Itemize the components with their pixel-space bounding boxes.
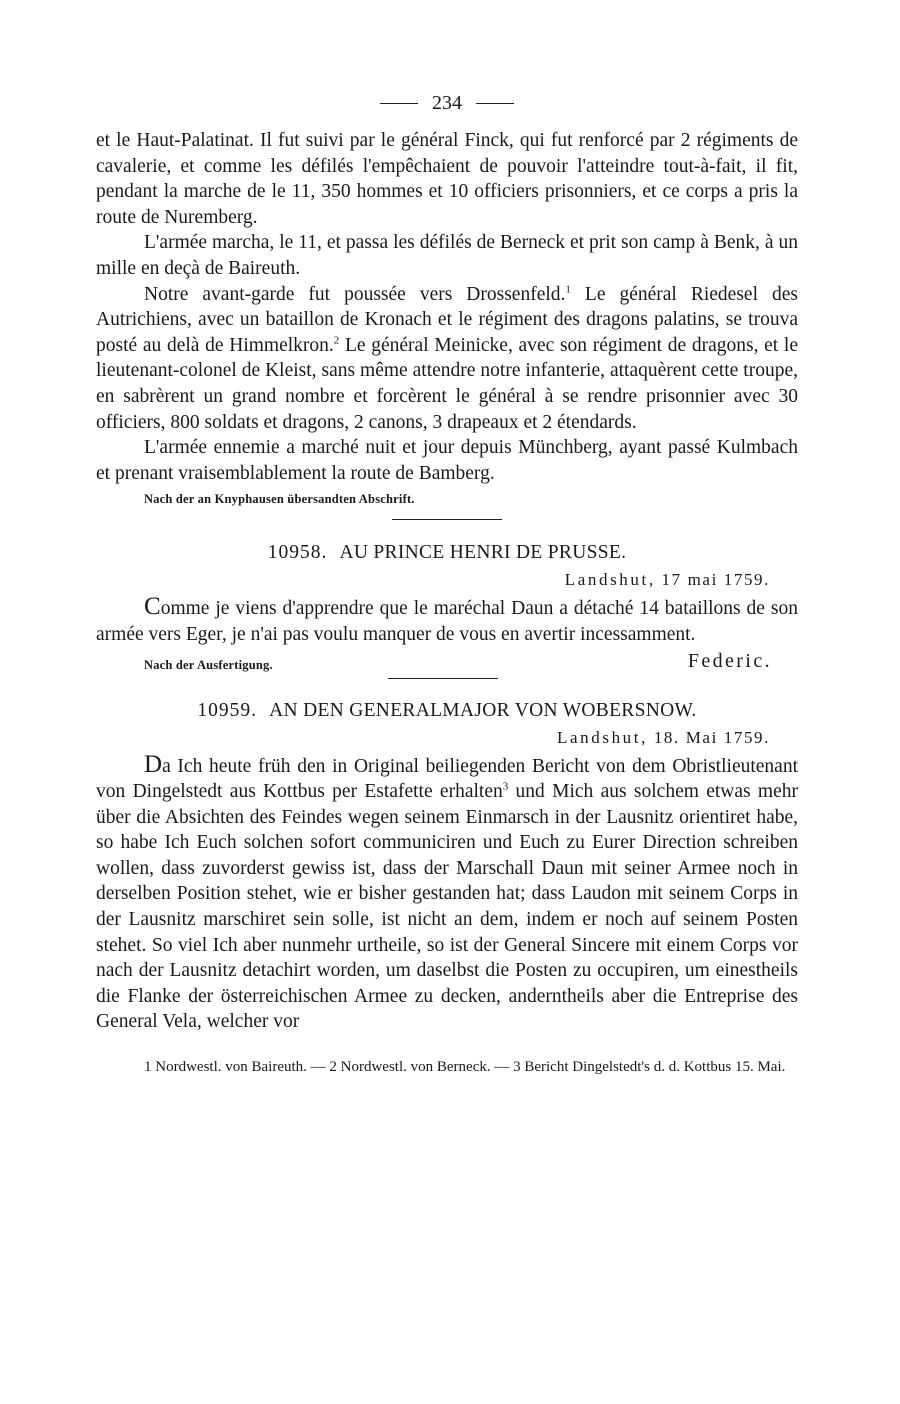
paragraph-vanguard-text-b: Le général Riedesel des Autrichiens, avec un bataillon de Kronach et le régiment des dragons palatins, se trouva posté au delà de Himmelkron. (96, 283, 798, 356)
letter-title: AN DEN GENERALMAJOR VON WOBERSNOW. (269, 699, 697, 721)
book-page (96, 88, 798, 1078)
page-number: 234 (432, 91, 462, 114)
letter-place: Landshut, (564, 570, 656, 590)
source-note-1: Nach der an Knyphausen übersandten Abschrift. (144, 492, 415, 507)
paragraph-enemy: L'armée ennemie a marché nuit et jour depuis Münchberg, ayant passé Kulmbach et prenant vraisemblablement la route de Bamberg. (96, 437, 798, 484)
letter-body (96, 752, 798, 1036)
paragraph-march: L'armée marcha, le 11, et passa les défilés de Berneck et prit son camp à Benk, à un mille en deçà de Baireuth. (96, 232, 798, 279)
letter-body-text-a: a Ich heute früh den in Original beiliegenden Bericht von dem Obristlieutenant von Dingelstedt aus Kottbus per Estafette erhalten (96, 755, 798, 803)
letter-date: 17 mai 1759. (661, 570, 770, 590)
letter-heading-10958 (96, 540, 798, 566)
letter-footer (96, 650, 798, 680)
footnote-ref-1: 1 (565, 283, 571, 296)
letter-dateline (96, 568, 798, 592)
paragraph-continuation: et le Haut-Palatinat. Il fut suivi par le général Finck, qui fut renforcé par 2 régiments de cavalerie, et comme les défilés l'empêchaient de pouvoir l'atteindre tout-à-fait, il fit, pendant la marche de le 11, 350 hommes et 10 officiers prisonniers, et ce corps a pris la route de Nuremberg. (96, 130, 798, 228)
source-note-2: Nach der Ausfertigung. (144, 657, 273, 672)
paragraph-vanguard (96, 282, 798, 436)
letter-title: AU PRINCE HENRI DE PRUSSE. (339, 542, 627, 564)
paragraph-vanguard-text-c: Le général Meinicke, avec son régiment de dragons, et le lieutenant-colonel de Kleist, sans même attendre notre infanterie, attaquèrent cette troupe, en sabrèrent un grand nombre et forcèrent le général à se rendre prisonnier avec 30 officiers, 800 soldats et dragons, 2 canons, 3 drapeaux et 2 étendards. (96, 334, 798, 433)
footnotes: 1 Nordwestl. von Baireuth. — 2 Nordwestl. von Berneck. — 3 Bericht Dingelstedt's d. d. Kottbus 15. Mai. (144, 1059, 786, 1076)
signature: Federic. (687, 649, 772, 672)
letter-number: 10959. (197, 699, 258, 721)
paragraph-vanguard-text-a: Notre avant-garde fut poussée vers Drossenfeld. (144, 283, 566, 305)
header-rule-left (380, 103, 418, 104)
letter-body (96, 594, 798, 647)
letter-initial: C (144, 593, 161, 621)
page-header (96, 88, 798, 118)
footnote-ref-3: 3 (502, 780, 509, 793)
letter-body-text: omme je viens d'apprendre que le maréchal Daun a détaché 14 bataillons de son armée vers Eger, je n'ai pas voulu manquer de vous en avertir incessamment. (96, 598, 798, 645)
letter-body-text-b: und Mich aus solchem etwas mehr über die Absichten des Feindes wegen seinem Einmarsch in der Lausnitz orientiret habe, so habe Ich Euch solchen sofort communiciren und Euch zu Eurer Direction schreiben wollen, dass zuvorderst gewiss ist, dass der Marschall Daun mit seiner Armee noch in derselben Position stehet, wie er bisher gestanden hat; dass Laudon mit seinem Corps in der Lausnitz marschiret sein solle, ist nicht an dem, indem er noch auf seinem Posten stehet. So viel Ich aber nunmehr urtheile, so ist der General Sincere mit einem Corps vor nach der Lausnitz detachirt worden, um daselbst die Posten zu occupiren, um einestheils die Flanke der österreichischen Armee zu decken, anderntheils aber die Entreprise des General Vela, welcher vor (96, 781, 799, 1033)
letter-dateline (96, 726, 798, 750)
letter-date: 18. Mai 1759. (653, 727, 770, 747)
section-divider-2 (388, 678, 498, 679)
footnote-ref-2: 2 (333, 334, 340, 347)
letter-heading-10959 (96, 698, 798, 724)
section-divider-1 (392, 519, 502, 520)
letter-initial: D (144, 750, 163, 778)
header-rule-right (476, 103, 514, 104)
letter-place: Landshut, (557, 727, 648, 747)
letter-number: 10958. (267, 542, 328, 564)
